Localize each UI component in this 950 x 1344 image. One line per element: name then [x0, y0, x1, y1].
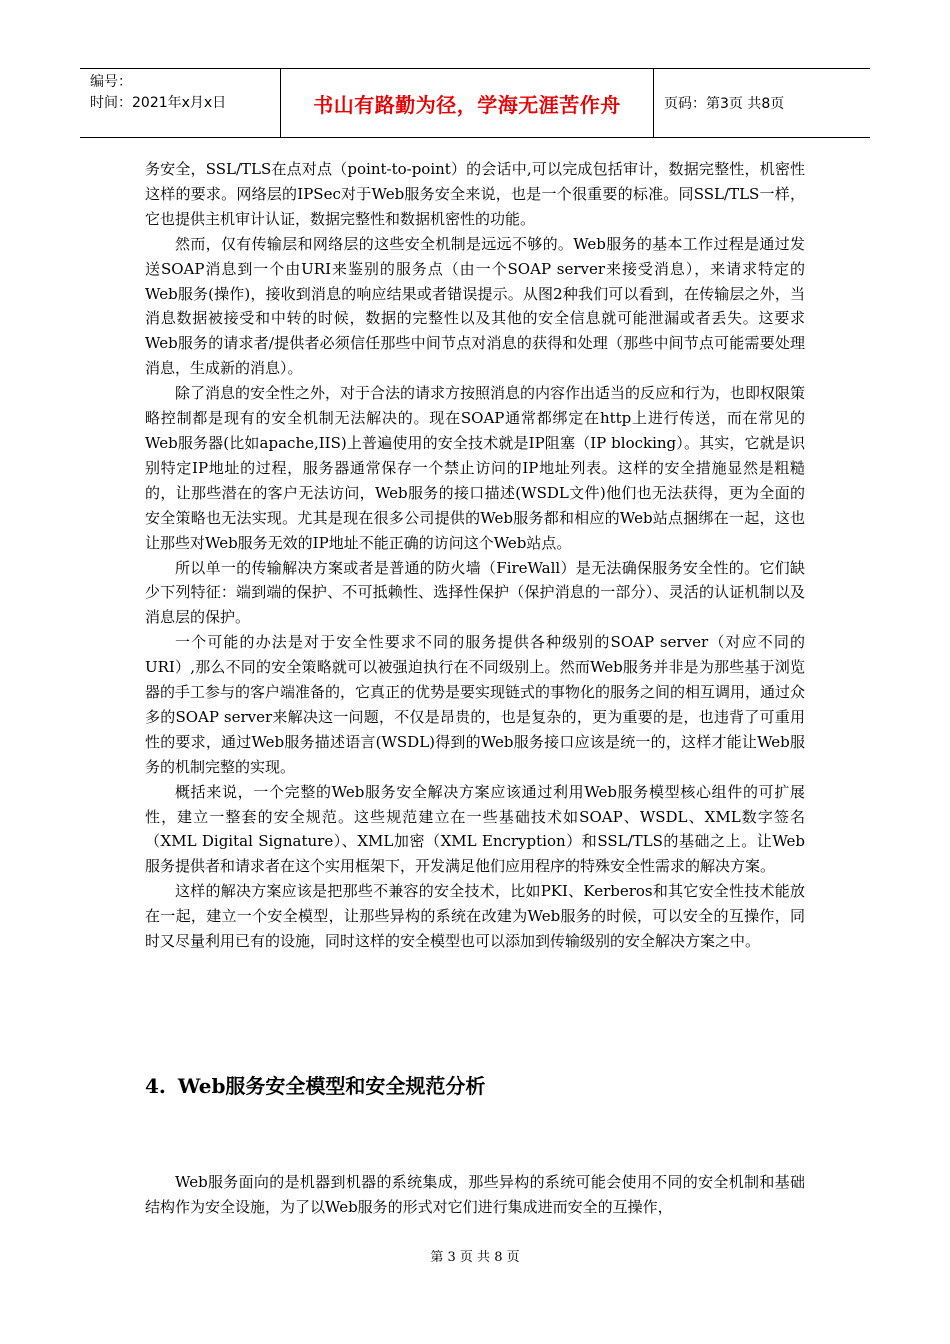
- section-heading: [145, 1070, 485, 1099]
- page-header: [80, 68, 870, 138]
- document-number-label: 编号：: [90, 74, 132, 90]
- header-motto: 书山有路勤为径，学海无涯苦作舟: [281, 69, 654, 137]
- document-body: [145, 157, 805, 954]
- header-page-info: 页码：第3页 共8页: [664, 96, 785, 112]
- body-paragraph: 一个可能的办法是对于安全性要求不同的服务提供各种级别的SOAP server（对应不同的URI）,那么不同的安全策略就可以被强迫执行在不同级别上。然而Web服务并非是为那些基于浏览器的手工参与的客户端准备的，它真正的优势是要实现链式的事物化的服务之间的相互调用，通过众多的SOAP server来解决这一问题，不仅是昂贵的，也是复杂的，更为重要的是，也违背了可重用性的要求，通过Web服务描述语言(WSDL)得到的Web服务接口应该是统一的，这样才能让Web服务的机制完整的实现。: [145, 633, 806, 776]
- body-paragraph: 这样的解决方案应该是把那些不兼容的安全技术，比如PKI、Kerberos和其它安全性技术能放在一起，建立一个安全模型，让那些异构的系统在改建为Web服务的时候，可以安全的互操作，同时又尽量利用已有的设施，同时这样的安全模型也可以添加到传输级别的安全解决方案之中。: [145, 882, 805, 951]
- body-paragraph: 务安全，SSL/TLS在点对点（point-to-point）的会话中,可以完成包括审计，数据完整性，机密性这样的要求。网络层的IPSec对于Web服务安全来说，也是一个很重要的标准。同SSL/TLS一样，它也提供主机审计认证，数据完整性和数据机密性的功能。: [145, 160, 805, 228]
- body-paragraph: 所以单一的传输解决方案或者是普通的防火墙（FireWall）是无法确保服务安全性的。它们缺少下列特征：端到端的保护、不可抵赖性、选择性保护（保护消息的一部分）、灵活的认证机制以及消息层的保护。: [145, 558, 805, 627]
- body-paragraph: 然而，仅有传输层和网络层的这些安全机制是远远不够的。Web服务的基本工作过程是通过发送SOAP消息到一个由URI来鉴别的服务点（由一个SOAP server来接受消息），来请求特定的Web服务(操作)，接收到消息的响应结果或者错误提示。从图2种我们可以看到，在传输层之外，当消息数据被接受和中转的时候，数据的完整性以及其他的安全信息就可能泄漏或者丢失。这要求Web服务的请求者/提供者必须信任那些中间节点对消息的获得和处理（那些中间节点可能需要处理消息，生成新的消息）。: [145, 234, 805, 378]
- document-date-label: 时间：2021年x月x日: [90, 95, 227, 111]
- section-title: Web服务安全模型和安全规范分析: [177, 1074, 486, 1098]
- section-number: 4.: [145, 1074, 166, 1098]
- page-footer: 第 3 页 共 8 页: [430, 1250, 520, 1265]
- body-paragraph: 除了消息的安全性之外，对于合法的请求方按照消息的内容作出适当的反应和行为，也即权限策略控制都是现有的安全机制无法解决的。现在SOAP通常都绑定在http上进行传送，而在常见的Web服务器(比如apache,IIS)上普遍使用的安全技术就是IP阻塞（IP blocking）。其实，它就是识别特定IP地址的过程，服务器通常保存一个禁止访问的IP地址列表。这样的安全措施显然是粗糙的，让那些潜在的客户无法访问，Web服务的接口描述(WSDL文件)他们也无法获得，更为全面的安全策略也无法实现。尤其是现在很多公司提供的Web服务都和相应的Web站点捆绑在一起，这也让那些对Web服务无效的IP地址不能正确的访问这个Web站点。: [145, 384, 806, 552]
- header-meta: [80, 69, 281, 137]
- section-body: [145, 1170, 805, 1220]
- section-paragraph: Web服务面向的是机器到机器的系统集成，那些异构的系统可能会使用不同的安全机制和基础结构作为安全设施，为了以Web服务的形式对它们进行集成进而安全的互操作，: [145, 1173, 805, 1216]
- body-paragraph: 概括来说，一个完整的Web服务安全解决方案应该通过利用Web服务模型核心组件的可扩展性，建立一整套的安全规范。这些规范建立在一些基础技术如SOAP、WSDL、XML数字签名（XML Digital Signature）、XML加密（XML Encryption）和SSL/TLS的基础之上。让Web服务提供者和请求者在这个实用框架下，开发满足他们应用程序的特殊安全性需求的解决方案。: [145, 782, 805, 876]
